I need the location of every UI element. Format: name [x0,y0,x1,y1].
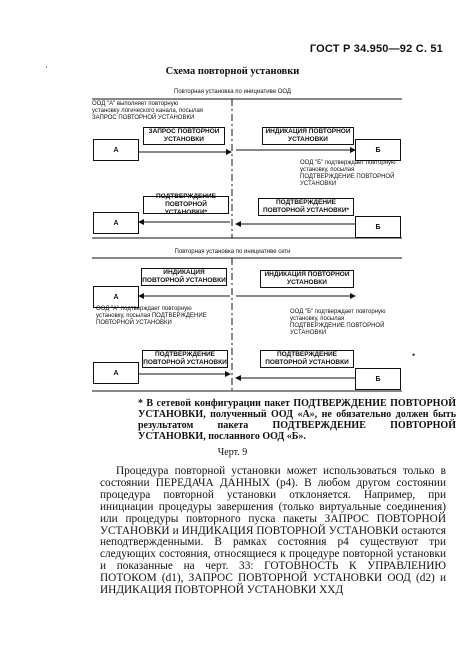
section2-dte-b-bottom: Б [355,368,401,390]
section2-caption: Повторная установка по инициативе сети [174,249,291,255]
section2-note-b: ООД "Б" подтверждает повторную установку, посылая ПОДТВЕРЖДЕНИЕ ПОВТОРНОЙ УСТАНОВКИ [290,309,386,336]
figure-footnote: * В сетевой конфигурации пакет ПОДТВЕРЖДЕНИЕ ПОВТОРНОЙ УСТАНОВКИ, полученный ООД «А», не обязательно должен быть результатом пакета ПОДТВЕРЖДЕНИЕ ПОВТОРНОЙ УСТАНОВКИ, посланного ООД «Б». [138,398,456,442]
section2-box-indication-right: ИНДИКАЦИЯ ПОВТОРНОЙ УСТАНОВКИ [260,270,354,288]
section1-dte-b-bottom: Б [355,216,401,238]
section2-box-confirm-left: ПОДТВЕРЖДЕНИЕ ПОВТОРНОЙ УСТАНОВКИ [143,351,227,366]
section1-note-b: ООД "Б" подтверждает повторную установку, посылая ПОДТВЕРЖДЕНИЕ ПОВТОРНОЙ УСТАНОВКИ [300,160,396,187]
running-head: ГОСТ Р 34.950—92 С. 51 [309,43,443,55]
section1-box-request: ЗАПРОС ПОВТОРНОЙ УСТАНОВКИ [143,127,225,145]
figure-title: Схема повторной установки [165,66,300,77]
figure-caption: Черт. 9 [217,447,248,458]
section1-dte-b-top: Б [355,139,401,161]
section1-box-indication: ИНДИКАЦИЯ ПОВТОРНОЙ УСТАНОВКИ [262,127,354,145]
section2-dte-a-top: А [93,286,139,308]
section1-box-confirm-right: ПОДТВЕРЖДЕНИЕ ПОВТОРНОЙ УСТАНОВКИ* [258,198,354,216]
section1-dte-a-bottom: А [93,212,139,234]
body-text: Процедура повторной установки может использоваться только в состоянии ПЕРЕДАЧА ДАННЫХ (р4). В любом другом состоянии процедура повторной установки отклоняется. Например, при инициации процедуры завершения (только виртуальные соединения) или процедуры повторного пуска пакеты ЗАПРОС ПОВТОРНОЙ УСТАНОВКИ и ИНДИКАЦИЯ ПОВТОРНОЙ УСТАНОВКИ остаются неподтвержденными. В рамках состояния р4 существуют три следующих состояния, относящиеся к процедуре повторной установки и показанные на черт. 33: ГОТОВНОСТЬ К УПРАВЛЕНИЮ ПОТОКОМ (d1), ЗАПРОС ПОВТОРНОЙ УСТАНОВКИ ООД (d2) и ИНДИКАЦИЯ ПОВТОРНОЙ УСТАНОВКИ ХХД [100,465,446,597]
section1-dte-a-top: А [93,139,139,161]
section1-note-a: ООД "А" выполняет повторную установку логического канала, посылая ЗАПРОС ПОВТОРНОЙ УСТАНОВКИ [92,101,204,121]
scan-mark: · [45,62,48,72]
body-paragraph [100,466,446,597]
section1-box-confirm-left: ПОДТВЕРЖДЕНИЕ ПОВТОРНОЙ УСТАНОВКИ* [143,196,229,214]
section2-box-confirm-right: ПОДТВЕРЖДЕНИЕ ПОВТОРНОЙ УСТАНОВКИ [260,350,354,368]
section1-caption: Повторная установка по инициативе ООД [174,89,291,95]
section2-box-indication: ИНДИКАЦИЯ ПОВТОРНОЙ УСТАНОВКИ [142,269,226,284]
scan-mark: • [412,350,416,360]
section2-dte-a-bottom: А [93,362,139,384]
section2-note-a: ООД "А" подтверждает повторную установку, посылая ПОДТВЕРЖДЕНИЕ ПОВТОРНОЙ УСТАНОВКИ [96,306,207,326]
